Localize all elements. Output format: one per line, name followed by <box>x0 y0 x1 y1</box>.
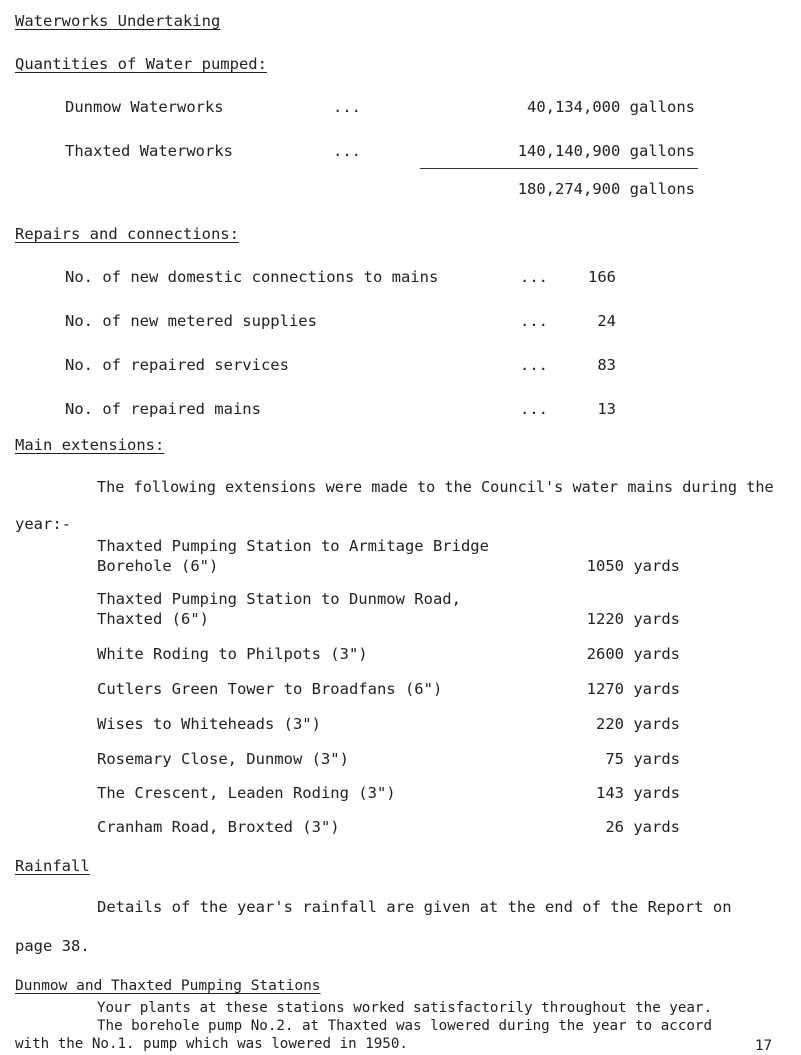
extensions-heading: Main extensions: <box>15 436 165 454</box>
quantities-heading: Quantities of Water pumped: <box>15 55 267 73</box>
rainfall-heading: Rainfall <box>15 857 90 875</box>
extension-value: 75 yards <box>605 750 680 768</box>
extension-label: Thaxted Pumping Station to Armitage Bridge <box>97 537 489 555</box>
dots-leader: ... <box>520 400 548 418</box>
section-title: Waterworks Undertaking <box>15 12 221 30</box>
repair-label: No. of new domestic connections to mains <box>65 268 439 286</box>
extension-value: 2600 yards <box>586 645 680 663</box>
extension-value: 1220 yards <box>586 610 680 628</box>
rainfall-line1: Details of the year's rainfall are given at the end of the Report on <box>97 898 732 916</box>
extensions-intro-line1: The following extensions were made to the Council's water mains during the <box>97 478 774 496</box>
quantity-label: Dunmow Waterworks <box>65 98 224 116</box>
repair-value: 83 <box>597 356 616 374</box>
extension-label: Thaxted (6") <box>97 610 209 628</box>
quantity-value: 140,140,900 gallons <box>517 142 695 160</box>
extension-value: 26 yards <box>605 818 680 836</box>
extensions-intro-line2: year:- <box>15 515 71 533</box>
total-rule <box>420 168 698 169</box>
repair-label: No. of repaired services <box>65 356 289 374</box>
extension-label: Cutlers Green Tower to Broadfans (6") <box>97 680 443 698</box>
quantity-label: Thaxted Waterworks <box>65 142 233 160</box>
extension-label: Rosemary Close, Dunmow (3") <box>97 750 349 768</box>
extension-value: 143 yards <box>596 784 680 802</box>
quantity-total: 180,274,900 gallons <box>517 180 695 198</box>
stations-line2: The borehole pump No.2. at Thaxted was lowered during the year to accord <box>97 1018 712 1034</box>
rainfall-line2: page 38. <box>15 937 90 955</box>
stations-heading: Dunmow and Thaxted Pumping Stations <box>15 978 321 994</box>
extension-value: 1050 yards <box>586 557 680 575</box>
stations-line3: with the No.1. pump which was lowered in 1950. <box>15 1036 408 1052</box>
quantity-value: 40,134,000 gallons <box>527 98 695 116</box>
dots-leader: ... <box>333 142 361 160</box>
dots-leader: ... <box>520 312 548 330</box>
extension-label: The Crescent, Leaden Roding (3") <box>97 784 396 802</box>
extension-label: Thaxted Pumping Station to Dunmow Road, <box>97 590 461 608</box>
repair-label: No. of new metered supplies <box>65 312 317 330</box>
extension-label: White Roding to Philpots (3") <box>97 645 368 663</box>
extension-label: Wises to Whiteheads (3") <box>97 715 321 733</box>
extension-value: 1270 yards <box>586 680 680 698</box>
dots-leader: ... <box>520 356 548 374</box>
extension-label: Borehole (6") <box>97 557 219 575</box>
repair-value: 166 <box>588 268 616 286</box>
dots-leader: ... <box>333 98 361 116</box>
repair-value: 24 <box>597 312 616 330</box>
repair-label: No. of repaired mains <box>65 400 261 418</box>
repair-value: 13 <box>597 400 616 418</box>
extension-label: Cranham Road, Broxted (3") <box>97 818 340 836</box>
stations-line1: Your plants at these stations worked satisfactorily throughout the year. <box>97 1000 712 1016</box>
dots-leader: ... <box>520 268 548 286</box>
repairs-heading: Repairs and connections: <box>15 225 239 243</box>
extension-value: 220 yards <box>596 715 680 733</box>
page-number: 17 <box>755 1038 773 1054</box>
